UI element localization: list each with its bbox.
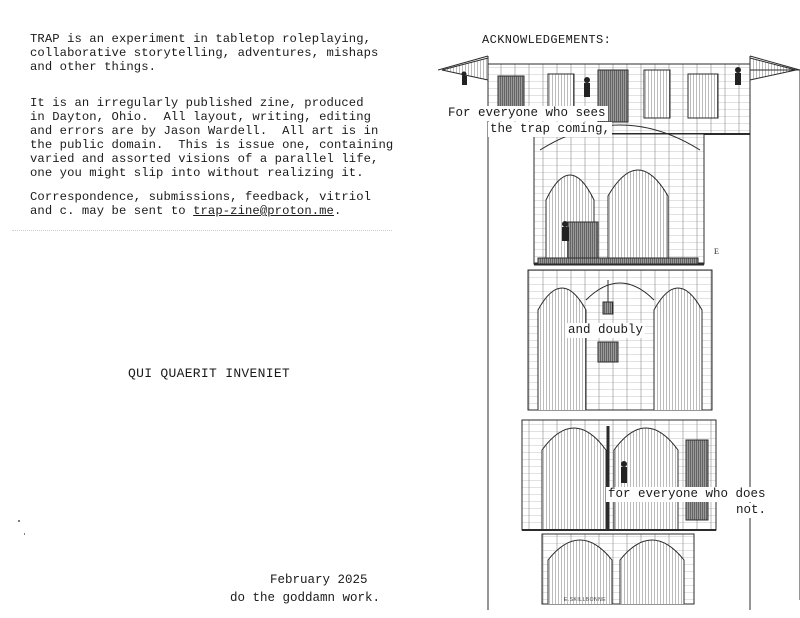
tagline: do the goddamn work.	[230, 591, 381, 605]
page-divider	[12, 230, 392, 231]
right-page	[400, 0, 800, 618]
about-paragraph: It is an irregularly published zine, produced in Dayton, Ohio. All layout, writing, editing and errors are by Jason Wardell. All art is in the public domain. This is issue one, containing varied and assorted visions of a parallel life, one you might slip into without realizing it.	[30, 96, 394, 180]
intro-paragraph: TRAP is an experiment in tabletop roleplaying, collaborative storytelling, adventures, mishaps and other things.	[30, 32, 379, 74]
motto: QUI QUAERIT INVENIET	[128, 366, 291, 381]
acknowledgement-line-1: For everyone who sees	[448, 106, 606, 120]
contact-paragraph	[30, 190, 400, 218]
svg-text:E: E	[714, 247, 719, 256]
acknowledgement-line-3: and doubly	[568, 323, 644, 337]
contact-text: Correspondence, submissions, feedback, vitriol and c. may be sent to	[30, 190, 372, 218]
acknowledgements-title: ACKNOWLEDGEMENTS:	[482, 33, 612, 47]
ink-speck	[24, 533, 25, 535]
acknowledgement-line-4: for everyone who does	[608, 487, 766, 501]
contact-email-link[interactable]: trap-zine@proton.me	[193, 204, 334, 218]
issue-date: February 2025	[270, 573, 368, 587]
ink-speck	[18, 520, 20, 522]
acknowledgement-line-5: not.	[736, 503, 767, 517]
engraver-signature: E.SKILLBONNE	[564, 597, 607, 603]
acknowledgement-line-2: the trap coming,	[490, 122, 611, 136]
contact-end: .	[333, 204, 342, 218]
